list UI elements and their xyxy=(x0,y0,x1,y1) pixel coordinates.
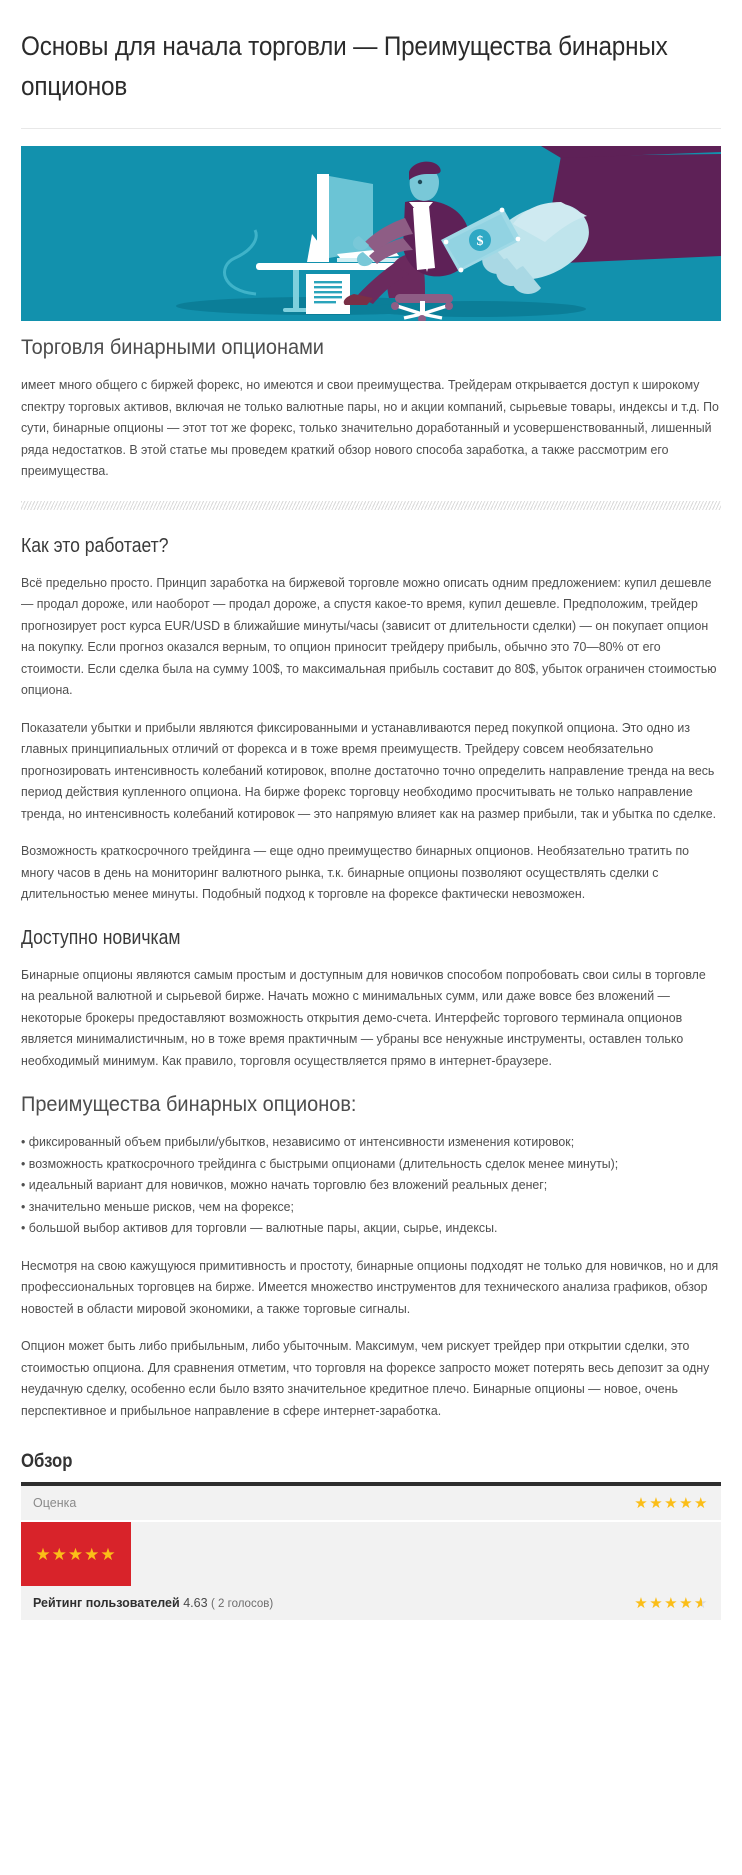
section-trading xyxy=(21,335,721,482)
title-divider xyxy=(21,128,721,129)
user-rating-value: 4.63 xyxy=(183,1596,208,1610)
list-item: • фиксированный объем прибыли/убытков, независимо от интенсивности изменения котировок; xyxy=(21,1134,575,1149)
svg-text:$: $ xyxy=(476,234,484,249)
star-icon: ★ xyxy=(35,1544,52,1564)
user-rating-stars[interactable] xyxy=(634,1596,709,1611)
badge-stars xyxy=(35,1546,116,1563)
star-icon: ★ xyxy=(51,1544,68,1564)
star-icon: ★ xyxy=(634,1494,650,1512)
section-heading: Доступно новичкам xyxy=(21,926,181,949)
article-page xyxy=(0,26,742,1634)
paragraph: Возможность краткосрочного трейдинга — еще одно преимущество бинарных опционов. Необязательно тратить по многу часов в день на мониторинг валютного рынка, т.к. бинарные опционы позволяют осуществлять сделки с длительностью менее минуты. Подобный подход к торговле на форексе фактически невозможен. xyxy=(21,843,690,901)
spacer xyxy=(21,905,721,925)
hatched-rule xyxy=(21,501,721,510)
spacer xyxy=(21,1071,721,1091)
page-title: Основы для начала торговли — Преимущества бинарных опционов xyxy=(21,31,668,101)
star-icon: ★ xyxy=(67,1544,85,1564)
user-rating-votes: ( 2 голосов) xyxy=(211,1598,274,1610)
review-title: Обзор xyxy=(21,1451,73,1472)
advantages-list xyxy=(21,1131,721,1239)
review-badge-row xyxy=(21,1520,721,1586)
paragraph: Несмотря на свою кажущуюся примитивность и простоту, бинарные опционы подходят не только для новичков, но и для профессиональных торговцев на бирже. Имеется множество инструментов для технического анализа графиков, обзор новостей в области мировой экономики, а также торговые сигналы. xyxy=(21,1257,719,1316)
star-icon[interactable]: ★ xyxy=(649,1594,665,1612)
section-divider xyxy=(21,482,721,533)
hero-illustration xyxy=(21,146,721,321)
section-heading: Торговля бинарными опционами xyxy=(21,336,324,359)
user-rating-title: Рейтинг пользователей xyxy=(33,1596,180,1610)
star-icon: ★ xyxy=(649,1494,665,1512)
badge-row-filler xyxy=(131,1522,721,1586)
paragraph: Бинарные опционы являются самым простым и доступным для новичков способом попробовать свои силы в торговле на реальной валютной и сырьевой бирже. Начать можно с минимальных сумм, или даже вовсе без вложений — некоторые брокеры предоставляют возможность открытия демо-счета. Интерфейс торгового терминала опционов является минималистичным, но в тоже время практичным — убраны все ненужные инструменты, оставлен только необходимый минимум. Как правило, торговля осуществляется прямо в интернет-браузере. xyxy=(21,966,706,1068)
review-score-row xyxy=(21,1486,721,1520)
star-icon: ★ xyxy=(84,1544,101,1564)
list-item: • возможность краткосрочного трейдинга с быстрыми опционами (длительность сделок менее минуты); xyxy=(21,1155,619,1171)
list-item: • большой выбор активов для торговли — валютные пары, акции, сырье, индексы. xyxy=(21,1220,498,1235)
star-icon: ★ xyxy=(694,1494,709,1512)
paragraph: Показатели убытки и прибыли являются фиксированными и устанавливаются перед покупкой опциона. Это одно из главных принципиальных отличий от форекса и в тоже время преимуществ. Трейдеру совсем необязательно прогнозировать интенсивность колебаний котировок, вполне достаточно точно определить направление тренда на весь период действия купленного опциона. На бирже форекс торговцу необходимо просчитывать не только направление тренда, но интенсивность колебаний котировок — это напрямую влияет как на размер прибыли, так и убытка по сделке. xyxy=(21,719,717,821)
star-icon[interactable]: ★ xyxy=(679,1594,695,1612)
paragraph: имеет много общего с биржей форекс, но имеются и свои преимущества. Трейдерам открывается доступ к широкому спектру торговых активов, включая не только валютные пары, но и акции компаний, сырьевые товары, индексы и т.д. По сути, бинарные опционы — этот тот же форекс, только значительно доработанный и усовершенствованный, лишенный ряда недостатков. В этой статье мы проведем краткий обзор нового способа заработка, а также рассмотрим его преимущества. xyxy=(21,377,719,478)
section-how-it-works xyxy=(21,533,721,905)
star-icon: ★ xyxy=(664,1494,680,1512)
star-half-icon[interactable]: ★ ★ xyxy=(694,1596,709,1611)
review-box xyxy=(21,1451,721,1620)
section-advantages xyxy=(21,1091,721,1421)
section-for-beginners xyxy=(21,925,721,1072)
user-rating-row xyxy=(21,1586,721,1620)
star-icon[interactable]: ★ xyxy=(634,1594,650,1612)
star-icon: ★ xyxy=(100,1544,117,1564)
list-item: • идеальный вариант для новичков, можно начать торговлю без вложений реальных денег; xyxy=(21,1177,548,1192)
star-icon[interactable]: ★ xyxy=(664,1594,680,1612)
paragraph: Всё предельно просто. Принцип заработка на биржевой торговле можно описать одним предложением: купил дешевле — продал дороже, или наоборот — продал дороже, а спустя какое-то время, купил дешевле. Предположим, трейдер прогнозирует рост курса EUR/USD в ближайшие минуты/часы (зависит от длительности сделки) — он покупает опцион на покупку. Если прогноз оказался верным, то опцион приносит трейдеру прибыль, обычно это 70—80% от его стоимости. Если сделка была на сумму 100$, то максимальная прибыль составит до 80$, убыток ограничен стоимостью опциона. xyxy=(21,574,717,697)
rating-badge xyxy=(21,1522,131,1586)
section-heading: Преимущества бинарных опционов: xyxy=(21,1093,357,1116)
section-heading: Как это работает? xyxy=(21,534,169,557)
review-table xyxy=(21,1482,721,1620)
score-stars xyxy=(634,1496,709,1511)
hero-svg xyxy=(21,146,721,321)
list-item: • значительно меньше рисков, чем на форексе; xyxy=(21,1198,294,1214)
bottom-spacer xyxy=(21,1620,721,1634)
user-rating-label xyxy=(33,1596,273,1610)
paragraph: Опцион может быть либо прибыльным, либо убыточным. Максимум, чем рискует трейдер при открытии сделки, это стоимостью опциона. Для сравнения отметим, что торговля на форексе запросто может потерять весь депозит за одну неудачную сделку, особенно если было взято значительное кредитное плечо. Бинарные опционы — новое, очень перспективное и прибыльное направление в сфере интернет-заработка. xyxy=(21,1338,710,1418)
score-label: Оценка xyxy=(33,1496,77,1510)
star-icon: ★ xyxy=(679,1494,695,1512)
